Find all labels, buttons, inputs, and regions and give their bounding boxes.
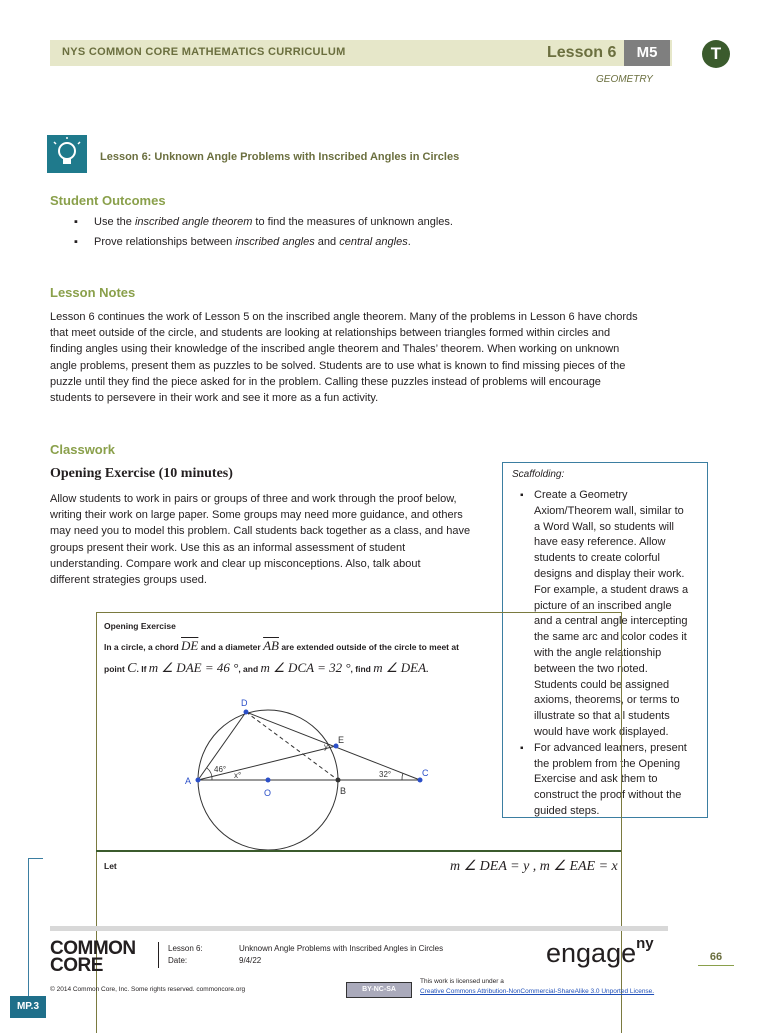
point-a (196, 778, 201, 783)
lesson-notes-text: Lesson 6 continues the work of Lesson 5 on the inscribed angle theorem. Many of the problems in Lesson 6 have chords that meet outside of the circle, and students are looking at relationships between triangles formed within circles and finding angles using their knowledge of the inscribed angle theorem and Thales’ theorem. When working on unknown angle problems, present them as puzzles to be solved. Students are to use what is known to find missing pieces of the puzzle until they find the piece asked for in the problem. Calling these puzzles instead of problems will encourage students to persevere in their work and see it more as a fun activity. (50, 311, 638, 405)
classwork-heading: Classwork (50, 442, 116, 457)
engageny-logo: engage$^{ny}$ (546, 935, 654, 968)
module-badge: M5 (624, 40, 670, 66)
subject-label: GEOMETRY (596, 74, 653, 85)
scaffolding-item: ▪ For advanced learners, present the problem from the Opening Exercise and ask them to construct the proof without the guided steps. (512, 741, 702, 820)
curriculum-title: NYS COMMON CORE MATHEMATICS CURRICULUM (62, 46, 346, 58)
student-outcomes-heading: Student Outcomes (50, 193, 166, 208)
page-number: 66 (698, 951, 734, 966)
footer-lesson-name: Unknown Angle Problems with Inscribed Angles in Circles (239, 944, 444, 953)
outcomes-list (50, 214, 690, 254)
license-intro: This work is licensed under a (420, 978, 504, 985)
mp-badge: MP.3 (10, 996, 46, 1018)
point-o (266, 778, 271, 783)
label-o: O (264, 788, 272, 798)
label-e: E (338, 735, 345, 745)
let-label: Let (104, 861, 117, 871)
angle-a-label: 46° (214, 765, 227, 774)
outcome-item: ▪ Prove relationships between inscribed angles and central angles. (50, 234, 690, 250)
angle-c-label: 32° (379, 770, 392, 779)
footer-date: 9/4/22 (239, 956, 262, 965)
lesson-title: Lesson 6: Unknown Angle Problems with Inscribed Angles in Circles (100, 151, 460, 163)
angle-c-arc (402, 773, 403, 780)
angle-y-label: y (324, 742, 328, 751)
let-expression: m ∠ DEA = y , m ∠ EAE = x (450, 859, 618, 874)
classwork-text: Allow students to work in pairs or groups of three and work through the proof below, writing their work on large paper. Some groups may need more guidance, and others may need you to model this problem. Call students back together as a class, and have groups present their work. Use this as an informal assessment of student understanding. Compare work and clear up misconceptions. Also, talk about different strategies groups used. (50, 493, 471, 587)
exercise-line-2: point C. If m ∠ DAE = 46 °, and m ∠ DCA = 32 °, find m ∠ DEA. (104, 660, 429, 676)
inscribed-angle-diagram (176, 690, 446, 850)
scaffolding-title: Scaffolding: (512, 469, 565, 480)
teacher-edition-badge: T (702, 40, 730, 68)
footer-separator (158, 942, 159, 968)
secant-dc (246, 712, 420, 780)
footer-date-label: Date: (168, 956, 188, 965)
lesson-notes-heading: Lesson Notes (50, 285, 136, 300)
point-b (336, 778, 341, 783)
label-c: C (422, 768, 429, 778)
lesson-label: Lesson 6 (547, 44, 617, 61)
lightbulb-icon (47, 135, 87, 173)
exercise-line-1: In a circle, a chord $\overline{DE}$ and a diameter $\overline{AB}$ are extended outside of the circle to meet at (104, 638, 459, 653)
exercise-title: Opening Exercise (104, 621, 176, 631)
point-c (418, 778, 423, 783)
license-link[interactable]: Creative Commons Attribution-NonCommercial-ShareAlike 3.0 Unported License. (420, 988, 655, 995)
outcome-item: ▪ Use the inscribed angle theorem to find the measures of unknown angles. (50, 214, 690, 230)
angle-a-arc (207, 768, 212, 780)
scaffolding-item: ▪ Create a Geometry Axiom/Theorem wall, similar to a Word Wall, so students will have easy reference. Allow students to create colorful designs and display their work. For example, a student draws a picture of an inscribed angle and a central angle intercepting the same arc and color codes it with the angle relationship between the two noted. Students could be assigned axioms, theorems, or terms to illustrate so that all students would have work displayed. (512, 488, 702, 741)
label-a: A (185, 776, 192, 786)
common-core-logo: COMMON CORE (50, 938, 136, 976)
mp-bracket (28, 858, 43, 999)
exercise-divider (96, 850, 621, 852)
footer-lesson-label: Lesson 6: (168, 944, 203, 953)
label-b: B (340, 786, 347, 796)
cc-license-badge: BY-NC-SA (346, 982, 412, 998)
label-d: D (241, 698, 248, 708)
footer-copyright: © 2014 Common Core, Inc. Some rights reserved. commoncore.org (50, 986, 246, 993)
angle-x-label: x° (234, 771, 242, 780)
opening-exercise-title: Opening Exercise (10 minutes) (50, 466, 233, 481)
footer-rule (50, 926, 668, 931)
point-d (244, 710, 249, 715)
